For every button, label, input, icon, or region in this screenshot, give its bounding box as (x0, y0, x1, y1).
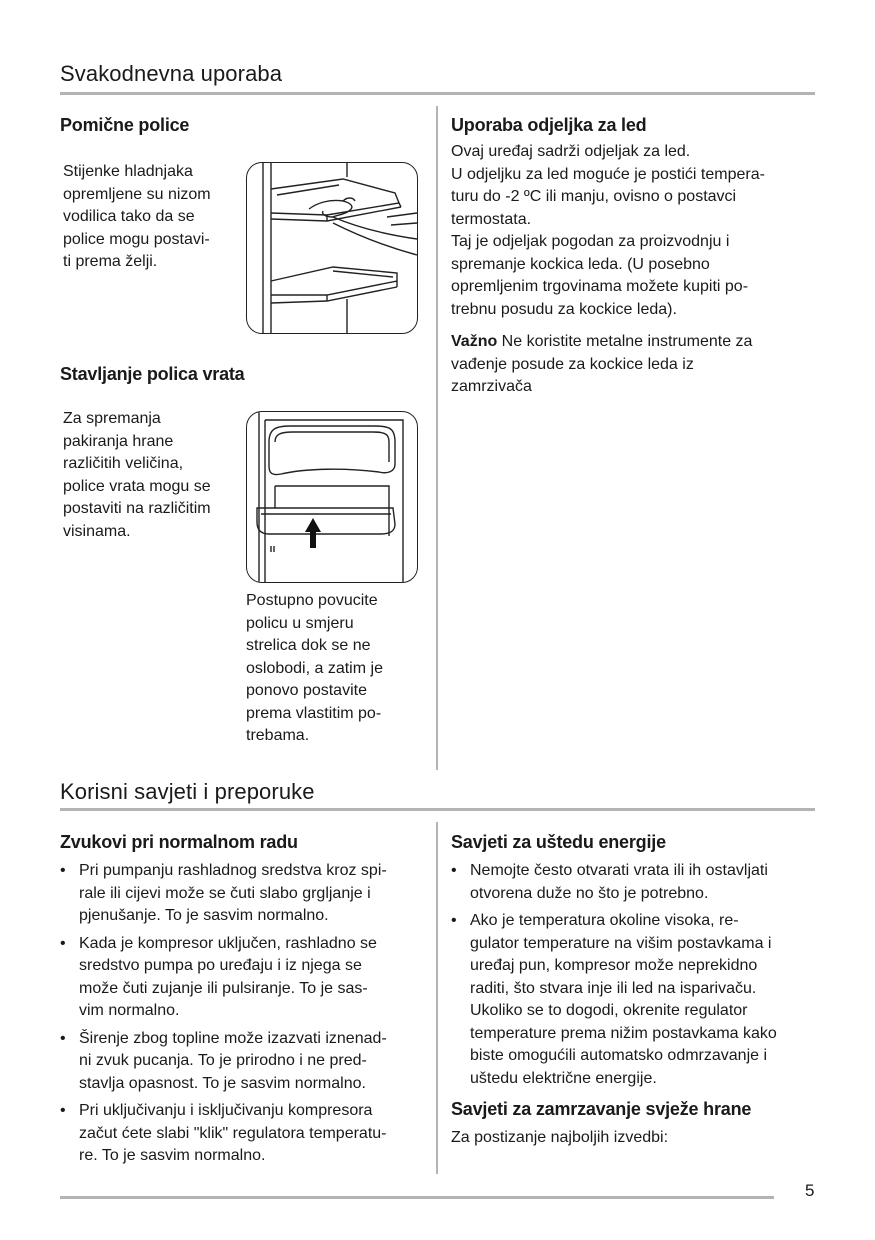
line: uređaj pun, kompresor može neprekidno (470, 957, 758, 974)
caption-line: trebama. (246, 727, 310, 744)
normal-sounds-list (60, 860, 430, 1173)
shelf-drawing (247, 163, 417, 333)
text-line: visinama. (63, 522, 131, 540)
text-line: opremljenim trgovinama možete kupiti po- (451, 278, 749, 295)
heading-freezing-fresh-food: Savjeti za zamrzavanje svježe hrane (451, 1099, 752, 1119)
text-line: turu do -2 ºC ili manju, ovisno o postavci (451, 188, 737, 205)
page-number: 5 (805, 1181, 815, 1200)
text-line: vađenje posude za kockice leda iz (451, 355, 694, 373)
text-line: Za postizanje najboljih izvedbi: (451, 1129, 669, 1146)
bullet: • (451, 862, 457, 879)
list-item (60, 1100, 430, 1168)
line: može čuti zujanje ili pulsiranje. To je sas- (79, 979, 368, 997)
caption-line: ponovo postavite (246, 682, 367, 699)
text-line: police vrata mogu se (63, 477, 211, 495)
bullet: • (451, 912, 457, 929)
section-rule (60, 92, 815, 95)
line: Pri uključivanju i isključivanju kompresora (79, 1102, 373, 1119)
line: Kada je kompresor uključen, rashladno se (79, 934, 377, 952)
list-item (60, 860, 430, 928)
text-line: Stijenke hladnjaka (63, 163, 193, 180)
line: re. To je sasvim normalno. (79, 1147, 266, 1164)
heading-normal-sounds: Zvukovi pri normalnom radu (60, 832, 298, 852)
text-line: opremljene su nizom (63, 185, 211, 203)
door-shelves-text (63, 408, 241, 543)
footer-rule (60, 1196, 774, 1199)
text-line: Za spremanja (63, 410, 161, 427)
caption-line: prema vlastitim po- (246, 704, 382, 722)
bullet: • (60, 1029, 66, 1047)
line: rale ili cijevi može se čuti slabo grgljanje i (79, 884, 371, 902)
door-shelf-caption (246, 590, 426, 748)
line: temperature prema nižim postavkama kako (470, 1024, 777, 1042)
line: raditi, što stvara inje ili led na isparivaču. (470, 979, 757, 997)
line: Nemojte često otvarati vrata ili ih ostavljati (470, 862, 768, 879)
bullet: • (60, 934, 66, 952)
line: začut ćete slabi "klik" regulatora temperatu- (79, 1124, 387, 1142)
section-title-tips: Korisni savjeti i preporuke (60, 779, 315, 804)
energy-saving-list (451, 860, 821, 1095)
bullet: • (60, 1102, 66, 1119)
text-line: ti prema želji. (63, 253, 158, 270)
text-line: različitih veličina, (63, 455, 184, 472)
text-line: pakiranja hrane (63, 432, 174, 450)
line: biste omogućili automatsko odmrzavanje i (470, 1047, 768, 1064)
important-label: Važno (451, 333, 498, 350)
line: Ukoliko se to dogodi, okrenite regulator (470, 1002, 748, 1019)
caption-line: policu u smjeru (246, 614, 354, 632)
text-line: Taj je odjeljak pogodan za proizvodnju i (451, 233, 730, 250)
section-title-daily-use: Svakodnevna uporaba (60, 61, 283, 86)
line: gulator temperature na višim postavkama i (470, 934, 772, 952)
line: Ako je temperatura okoline visoka, re- (470, 912, 739, 929)
line: ni zvuk pucanja. To je prirodno i ne pred- (79, 1052, 367, 1069)
text-line: Ovaj uređaj sadrži odjeljak za led. (451, 143, 691, 160)
movable-shelf-illustration (246, 162, 418, 334)
movable-shelves-text (63, 161, 241, 274)
caption-line: strelica dok se ne (246, 637, 371, 654)
door-shelf-drawing (247, 412, 417, 582)
text-line: police mogu postavi- (63, 230, 210, 248)
text-line: termostata. (451, 210, 532, 228)
heading-energy-saving: Savjeti za uštedu energije (451, 832, 666, 852)
text-line: vodilica tako da se (63, 208, 195, 225)
door-shelf-illustration (246, 411, 418, 583)
text-line: postaviti na različitim (63, 500, 211, 517)
bullet: • (60, 862, 66, 879)
text-line: U odjeljku za led moguće je postići tempera- (451, 165, 765, 183)
caption-line: Postupno povucite (246, 592, 378, 609)
list-item (451, 910, 821, 1090)
freezing-fresh-food-text (451, 1127, 816, 1150)
line: stavlja opasnost. To je sasvim normalno. (79, 1074, 366, 1092)
important-text: Ne koristite metalne instrumente za (497, 333, 753, 350)
heading-ice-compartment: Uporaba odjeljka za led (451, 115, 647, 135)
heading-movable-shelves: Pomične police (60, 115, 190, 135)
line: otvorena duže no što je potrebno. (470, 884, 709, 902)
list-item (60, 933, 430, 1023)
list-item (60, 1028, 430, 1096)
column-divider (436, 822, 438, 1174)
line: Širenje zbog topline može izazvati iznenad- (79, 1029, 387, 1047)
list-item (451, 860, 821, 905)
text-line: spremanje kockica leda. (U posebno (451, 255, 710, 273)
line: vim normalno. (79, 1002, 180, 1019)
line: Pri pumpanju rashladnog sredstva kroz spi- (79, 862, 387, 879)
line: pjenušanje. To je sasvim normalno. (79, 907, 329, 924)
section-rule (60, 808, 815, 811)
ice-compartment-text (451, 141, 816, 399)
caption-line: oslobodi, a zatim je (246, 659, 383, 677)
text-line: trebnu posudu za kockice leda). (451, 300, 677, 318)
line: uštedu električne energije. (470, 1069, 657, 1087)
line: sredstvo pumpa po uređaju i iz njega se (79, 957, 362, 974)
column-divider (436, 106, 438, 770)
heading-door-shelves: Stavljanje polica vrata (60, 364, 245, 384)
text-line: zamrzivača (451, 378, 532, 395)
important-note (451, 331, 816, 354)
